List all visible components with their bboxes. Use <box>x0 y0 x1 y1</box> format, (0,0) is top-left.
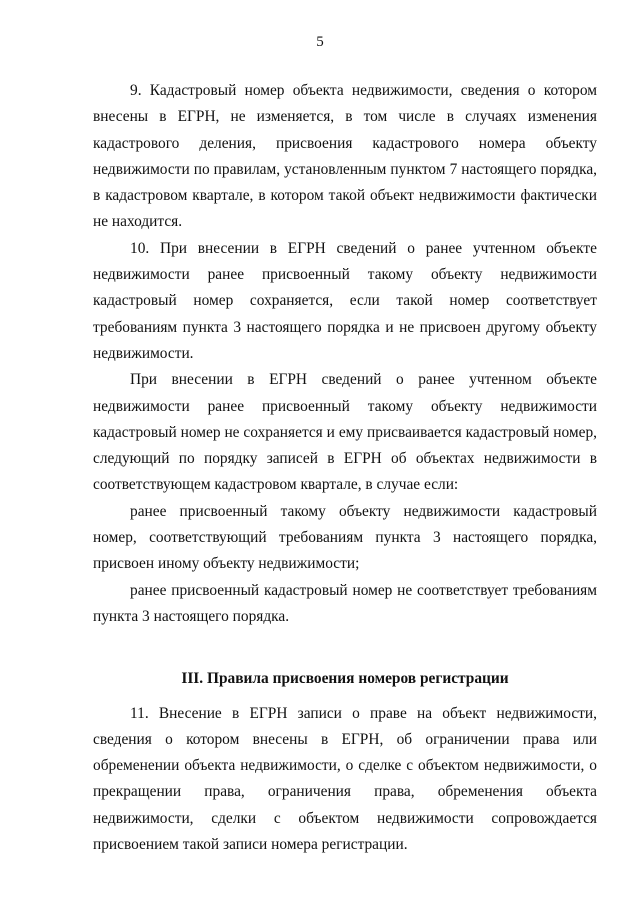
paragraph-10: 10. При внесении в ЕГРН сведений о ранее учтенном объекте недвижимости ранее присвоенный такому объекту недвижимости кадастровый номер сохраняется, если такой номер соответствует требованиям пункта 3 настоящего порядка и не присвоен другому объекту недвижимости. <box>93 239 597 362</box>
paragraph-10-case-1: ранее присвоенный такому объекту недвижимости кадастровый номер, соответствующий требованиям пункта 3 настоящего порядка, присвоен иному объекту недвижимости; <box>93 502 597 573</box>
paragraph-10-continued: При внесении в ЕГРН сведений о ранее учтенном объекте недвижимости ранее присвоенный такому объекту недвижимости кадастровый номер не сохраняется и ему присваивается кадастровый номер, следующий по порядку записей в ЕГРН об объектах недвижимости в соответствующем кадастровом квартале, в случае если: <box>93 371 597 494</box>
paragraph-9: 9. Кадастровый номер объекта недвижимости, сведения о котором внесены в ЕГРН, не изменяется, в том числе в случаях изменения кадастрового деления, присвоения кадастрового номера объекту недвижимости по правилам, установленным пунктом 7 настоящего порядка, в кадастровом квартале, в котором такой объект недвижимости фактически не находится. <box>93 82 597 231</box>
page-number: 5 <box>316 34 324 50</box>
paragraph-10-case-2: ранее присвоенный кадастровый номер не соответствует требованиям пункта 3 настоящего порядка. <box>93 581 597 625</box>
section-heading: III. Правила присвоения номеров регистрации <box>181 670 509 688</box>
document-body <box>93 78 597 858</box>
paragraph-11: 11. Внесение в ЕГРН записи о праве на объект недвижимости, сведения о котором внесены в ЕГРН, об ограничении права или обременении объекта недвижимости, о сделке с объектом недвижимости, о прекращении права, ограничения права, обременения объекта недвижимости, сделки с объектом недвижимости сопровождается присвоением такой записи номера регистрации. <box>93 704 597 854</box>
